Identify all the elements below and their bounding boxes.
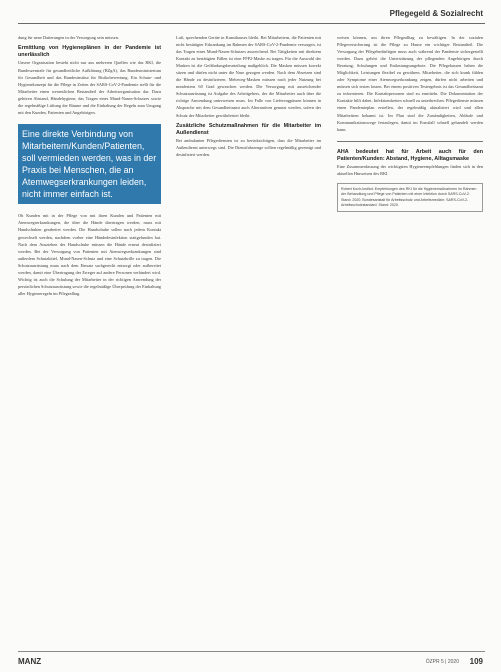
header-rule (18, 23, 485, 24)
body-paragraph: Unsere Organisation besteht nicht nur aus mehreren Quellen wie das RKI, die Bundeszentrale für gesundheitliche Aufklärung (BZgA), das Bundesministerium für Gesundheit und das Bundesinstitut für Risikobewertung. Ein Schutz- und Hygienekonzept für die Pflege in Zeiten der SARS-CoV-2-Pandemie stellt für die Mitarbeiter einen wesentlichen Bestandteil der Arbeitsorganisation dar. Dazu gehören Abstand, Händehygiene, das Tragen eines Mund-Nasen-Schutzes sowie die regelmäßige Lüftung der Räume und die Einhaltung der Regeln zum Umgang mit den Kunden, Patienten und Angehörigen. (18, 60, 161, 115)
column-1 (18, 34, 161, 646)
info-box-text: Eine Zusammenfassung der wichtigsten Hygieneempfehlungen finden sich in den aktuellen Hinweisen des RKI. (337, 164, 483, 177)
column-3 (337, 34, 483, 646)
intro-paragraph: dung für neue Datierungen in der Versorgung sein müssen. (18, 35, 119, 40)
pull-quote: Eine direkte Verbindung von Mitarbeitern/Kunden/Patienten, soll vermieden werden, was in der Praxis bei Menschen, die an Atemwegserkrankungen leiden, nicht immer einfach ist. (18, 124, 161, 205)
footer-rule (18, 651, 485, 652)
body-paragraph: Ob Kunden mit in der Pflege von mit ihren Kunden und Patienten mit Atemwegserkrankungen, die über die Hände übertragen werden, muss mit Handschuhen gearbeitet werden. Die Handschuhe sollen nach jedem Kontakt gewechselt werden, nachdem vorher eine Händedesinfektion stattgefunden hat. Nach dem Ausziehen der Handschuhe müssen die Hände erneut desinfiziert werden. Bei der Versorgung von Patienten mit Atemwegserkrankungen sind außerdem Schutzkittel, Mund-Nasen-Schutz und eine Schutzbrille zu tragen. Die Schutzausrüstung muss nach dem Einsatz sachgerecht entsorgt oder aufbereitet werden, damit eine Übertragung der Erreger auf andere Personen verhindert wird. Wichtig ist auch die Schulung der Mitarbeiter in der richtigen Anwendung der persönlichen Schutzausrüstung sowie die regelmäßige Überprüfung der Einhaltung aller Hygieneregeln im Pflegealltag. (18, 213, 161, 296)
references-box: Robert Koch-Institut: Empfehlungen des RKI für die Hygienemaßnahmen im Rahmen der Behandlung und Pflege von Patienten mit einer Infektion durch SARS-CoV-2. Stand: 2020. Bundesanstalt für Arbeitsschutz und Arbeitsmedizin: SARS-CoV-2-Arbeitsschutzstandard. Stand: 2020. (337, 183, 483, 212)
issue-label: ÖZPR 5 | 2020 (425, 659, 459, 665)
subheading-hygiene-plans: Ermittlung von Hygieneplänen in der Pandemie ist unerlässlich (18, 45, 161, 59)
body-paragraph: weisen können, um ihren Pflegealltag zu bewältigen. In der sozialen Pflegeversicherung ist die Pflege zu Hause ein wichtiger Bestandteil. Die Versorgung der Pflegebedürftigen muss auch während der Pandemie sichergestellt werden. Dazu gehört die Unterstützung der pflegenden Angehörigen durch Beratung, Schulungen und Entlastungsangebote. Die Pflegekassen haben die Möglichkeit, Leistungen flexibel zu gewähren. Mitarbeiter, die sich krank fühlen oder Symptome einer Atemwegserkrankung zeigen, dürfen nicht arbeiten und müssen sich testen lassen. Bei einem positiven Testergebnis ist das Gesundheitsamt zu informieren. Die Kontaktpersonen sind zu ermitteln. Die Dokumentation der Kontakte hilft dabei, Infektionsketten schnell zu unterbrechen. Pflegedienste müssen einen Pandemieplan erstellen, der regelmäßig aktualisiert wird und allen Mitarbeitern bekannt ist. Im Plan sind die Zuständigkeiten, Abläufe und Kommunikationswege festzulegen, damit im Ernstfall schnell gehandelt werden kann. (337, 35, 483, 132)
subheading-field-staff: Zusätzliche Schutzmaßnahmen für die Mitarbeiter im Außendienst (176, 122, 321, 136)
body-paragraph: Bei ambulanten Pflegediensten ist zu berücksichtigen, dass die Mitarbeiter im Außendienst unterwegs sind. Die Dienstfahrzeuge sollten regelmäßig gereinigt und desinfiziert werden. (176, 137, 321, 158)
column-2 (176, 34, 321, 646)
info-box-heading: AHA bedeutet hat für Arbeit auch für den Patienten/Kunden: Abstand, Hygiene, Alltagsmaske (337, 148, 483, 162)
section-title: Pflegegeld & Sozialrecht (389, 9, 483, 18)
info-box (337, 141, 483, 178)
page-number: 109 (469, 657, 483, 666)
publisher-logo: MANZ (18, 657, 42, 666)
body-paragraph: Luft, sprechenden Geräte in Kunsthauses bleibt. Bei Mitarbeitern, die Patienten mit nicht bestätigter Erkrankung im Rahmen der SARS-CoV-2-Pandemie versorgen, ist das Tragen eines Mund-Nasen-Schutzes ausreichend. Bei Tätigkeiten mit direktem Kontakt zu bestätigten Fällen ist eine FFP2-Maske zu tragen. Für die Auswahl der Masken ist die Gefährdungsbeurteilung maßgeblich. Die Masken müssen korrekt sitzen und dürfen nicht unter die Nase gezogen werden. Nach dem Absetzen sind die Hände zu desinfizieren. Mehrweg-Masken müssen nach jeder Nutzung bei mindestens 60 Grad gewaschen werden. Die Versorgung mit ausreichender Schutzausrüstung ist Aufgabe des Arbeitgebers, der die Mitarbeiter auch über die richtige Anwendung unterweisen muss. Im Falle von Lieferengpässen können in Absprache mit dem Gesundheitsamt auch Alternativen genutzt werden, sofern der Schutz der Mitarbeiter gewährleistet bleibt. (176, 35, 321, 118)
